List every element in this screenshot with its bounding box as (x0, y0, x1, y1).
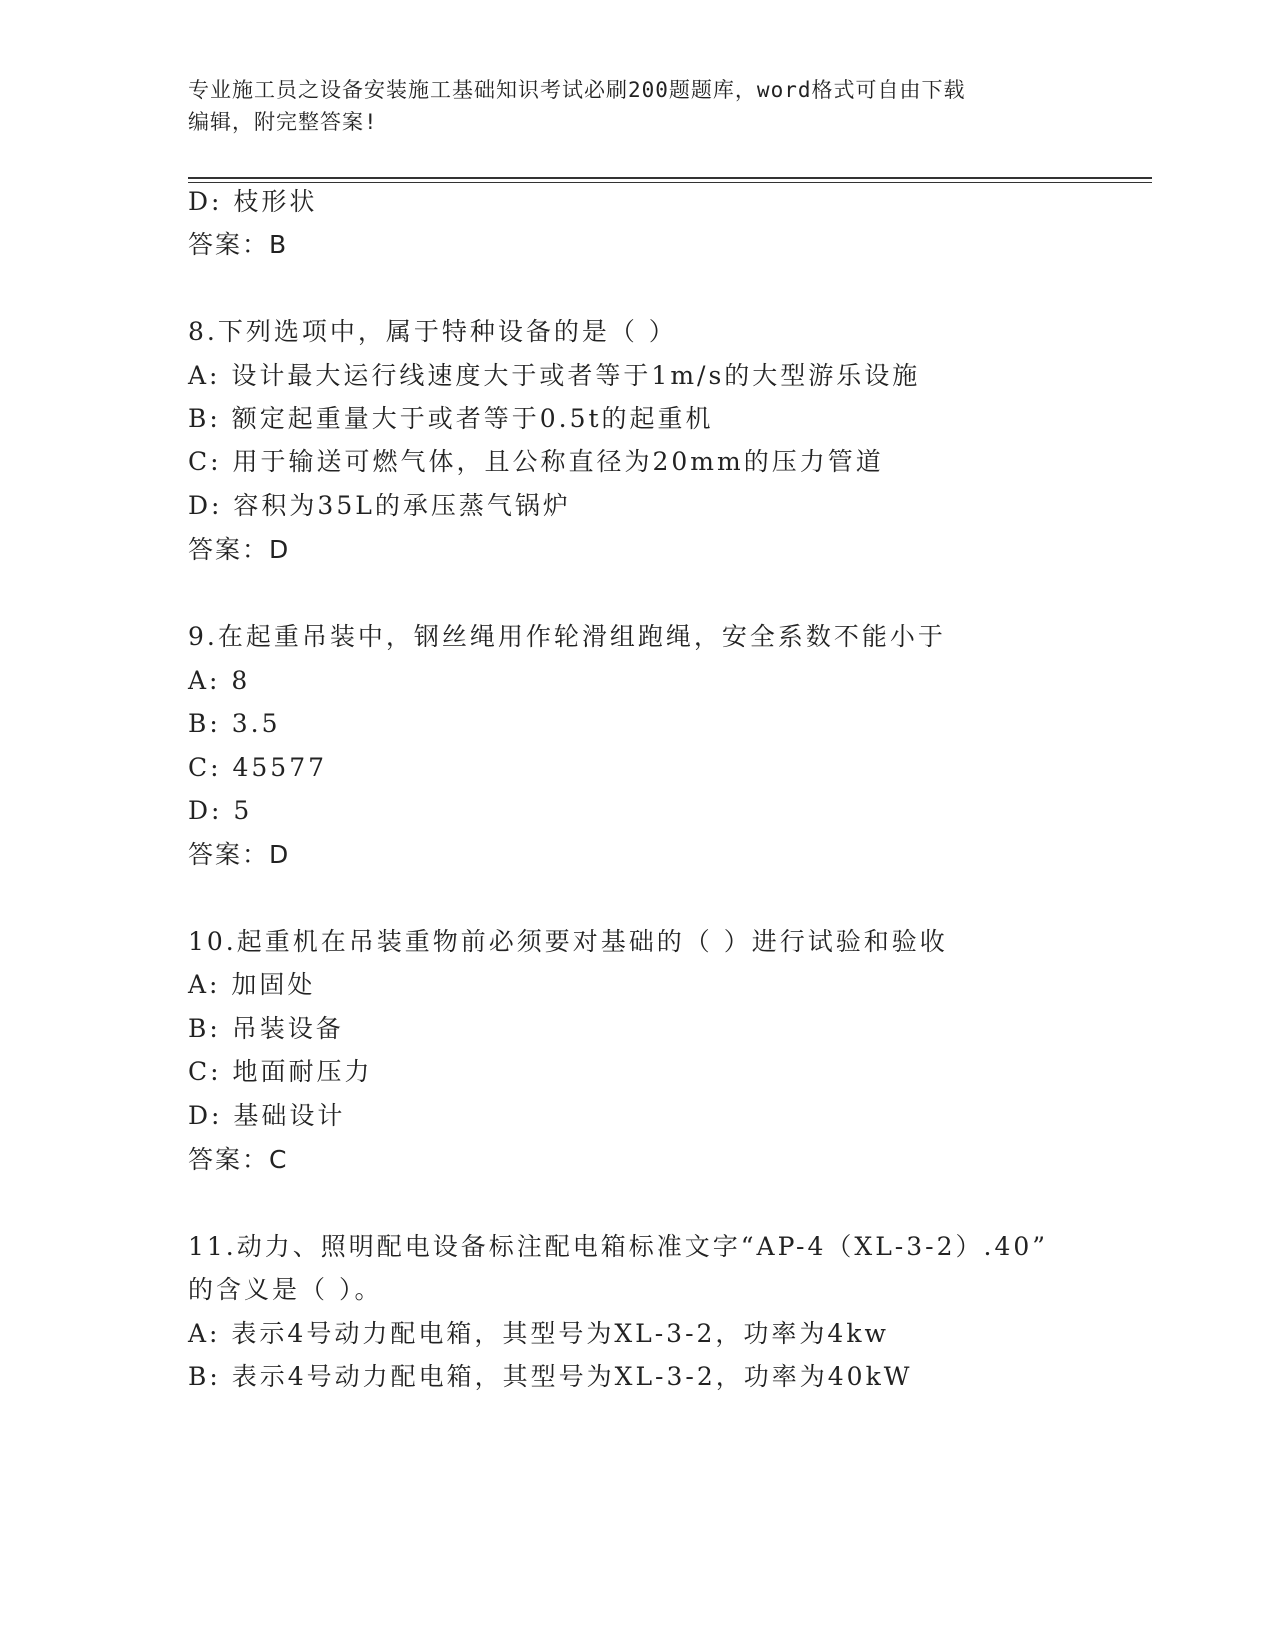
q11-option-a: A: 表示4号动力配电箱，其型号为XL-3-2，功率为4kw (188, 1319, 889, 1348)
q10-option-a: A: 加固处 (188, 970, 316, 999)
q8-answer: 答案：D (188, 535, 291, 564)
q9-question: 9.在起重吊装中，钢丝绳用作轮滑组跑绳，安全系数不能小于 (188, 622, 946, 651)
q8-option-d: D: 容积为35L的承压蒸气锅炉 (188, 491, 571, 520)
header-title-line-2: 编辑，附完整答案! (188, 110, 378, 134)
q7-option-d: D: 枝形状 (188, 187, 318, 216)
q9-option-d: D: 5 (188, 796, 253, 825)
q9-option-c: C: 45577 (188, 753, 328, 782)
q10-answer: 答案：C (188, 1145, 289, 1174)
q11-question-line-2: 的含义是（ ）。 (188, 1275, 383, 1304)
q10-option-c: C: 地面耐压力 (188, 1057, 373, 1086)
q8-question: 8.下列选项中，属于特种设备的是（ ） (188, 317, 677, 346)
q8-option-c: C: 用于输送可燃气体，且公称直径为20mm的压力管道 (188, 447, 884, 476)
document-header (188, 74, 1088, 138)
q8-option-b: B: 额定起重量大于或者等于0.5t的起重机 (188, 404, 714, 433)
q7-answer: 答案：B (188, 230, 289, 259)
q9-option-b: B: 3.5 (188, 709, 281, 738)
q10-option-d: D: 基础设计 (188, 1101, 346, 1130)
q10-option-b: B: 吊装设备 (188, 1014, 344, 1043)
header-title-line-1: 专业施工员之设备安装施工基础知识考试必刷200题题库，word格式可自由下载 (188, 78, 966, 102)
q9-option-a: A: 8 (188, 666, 251, 695)
header-divider-thick (188, 177, 1152, 179)
q11-option-b: B: 表示4号动力配电箱，其型号为XL-3-2，功率为40kW (188, 1362, 913, 1391)
q9-answer: 答案：D (188, 840, 291, 869)
header-divider-thin (188, 182, 1152, 183)
q11-question-line-1: 11.动力、照明配电设备标注配电箱标准文字“AP-4（XL-3-2）.40” (188, 1232, 1049, 1261)
q10-question: 10.起重机在吊装重物前必须要对基础的（ ）进行试验和验收 (188, 927, 948, 956)
q8-option-a: A: 设计最大运行线速度大于或者等于1m/s的大型游乐设施 (188, 361, 921, 390)
